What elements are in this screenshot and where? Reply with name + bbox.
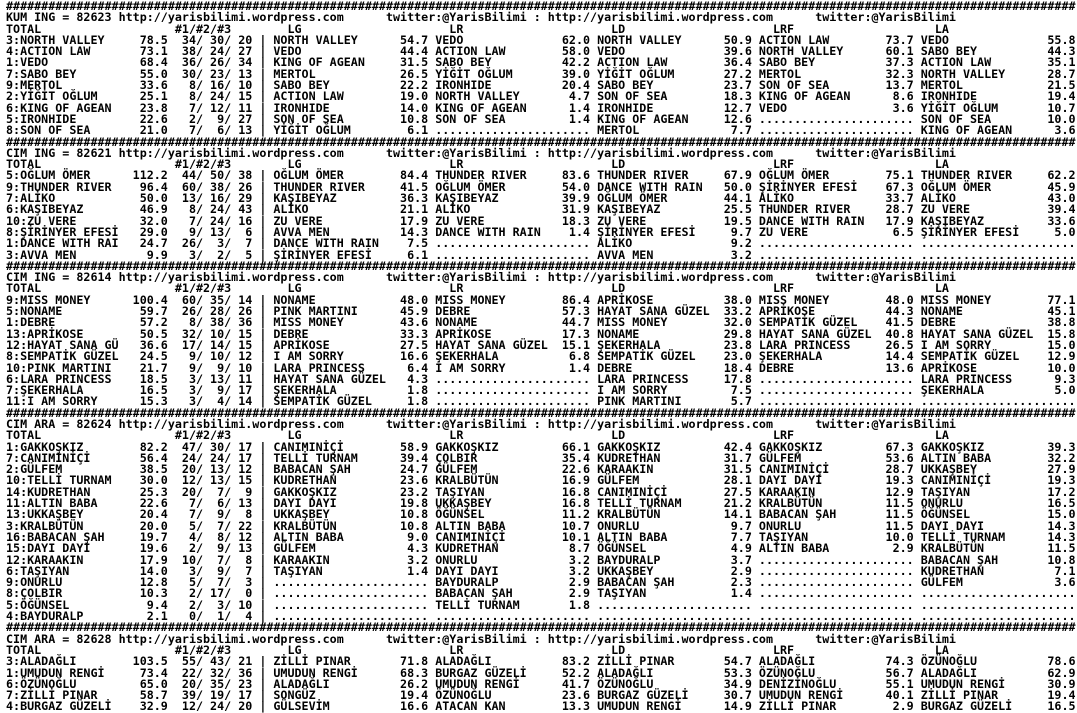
separator-line: ######################################################################################################################################################## (6, 620, 1076, 635)
table-row: 12:KARAAKIN 17.9 10/ 7/ 8 | KARAAKIN 3.2 ONURLU 3.2 BAYDURALP 3.7 ...................... BABACAN ŞAH 10.8 (6, 552, 1076, 567)
section-header: CIM ING = 82614 http://yarisbilimi.wordpress.com twitter:@YarisBilimi : http://yarisbilimi.wordpress.com twitter:@YarisBilimi (6, 270, 956, 285)
table-row: 12:HAYAT SANA GÜ 36.6 17/ 14/ 15 | APRİKOSE 27.5 HAYAT SANA GÜZEL 15.1 ŞEKERHALA 23.8 LARA PRINCESS 26.5 I AM SORRY 15.0 (6, 337, 1076, 352)
table-row: 4:BAYDURALP 2.1 0/ 1/ 4 | ...................... ...................... ...................... ...................... ...................... (6, 609, 1076, 624)
section-header: CIM ARA = 82628 http://yarisbilimi.wordpress.com twitter:@YarisBilimi : http://yarisbilimi.wordpress.com twitter:@YarisBilimi (6, 631, 956, 646)
table-row: 7:SABO BEY 55.0 30/ 23/ 13 | MERTOL 26.5 YİĞİT OĞLUM 39.0 YİĞİT OĞLUM 27.2 MERTOL 32.3 NORTH VALLEY 28.7 (6, 66, 1076, 81)
table-row: 1:DANCE WITH RAI 24.7 26/ 3/ 7 | DANCE WITH RAIN 7.5 ...................... ALİKO 9.2 ...................... ...................... (6, 236, 1076, 251)
table-row: 10:ZU VERE 32.0 7/ 24/ 16 | ZU VERE 17.9 ZU VERE 18.3 ZU VERE 19.5 DANCE WITH RAIN 17.9 KAŞIBEYAZ 33.6 (6, 213, 1076, 228)
table-row: 9:MERTOL 33.6 8/ 16/ 10 | SABO BEY 22.2 IRONHIDE 20.4 SABO BEY 23.7 SON OF SEA 13.7 MERTOL 21.5 (6, 78, 1076, 93)
column-header-row: TOTAL #1/#2/#3 LG LR LD LRF LA (6, 157, 949, 172)
column-header-row: TOTAL #1/#2/#3 LG LR LD LRF LA (6, 21, 949, 36)
table-row: 1:GAKKOŞKIZ 82.2 47/ 30/ 17 | CANIMINİÇİ 58.9 GAKKOŞKIZ 66.1 GAKKOŞKIZ 42.4 GAKKOŞKIZ 67.3 GAKKOŞKIZ 39.3 (6, 439, 1076, 454)
table-row: 5:NONAME 59.7 26/ 28/ 26 | PINK MARTINI 45.9 DEBRE 57.3 HAYAT SANA GÜZEL 33.2 APRİKOSE 44.3 NONAME 45.1 (6, 304, 1076, 319)
race-section (6, 258, 1077, 409)
race-section (6, 405, 1077, 624)
table-row: 9:THUNDER RIVER 96.4 60/ 38/ 26 | THUNDER RIVER 41.5 OĞLUM ÖMER 54.0 DANCE WITH RAIN 50.0 ŞİRİNYER EFESİ 67.3 OĞLUM ÖMER 45.9 (6, 179, 1076, 194)
column-header-row: TOTAL #1/#2/#3 LG LR LD LRF LA (6, 428, 949, 443)
table-row: 2:YİĞİT OĞLUM 25.1 8/ 24/ 15 | ACTION LAW 19.0 NORTH VALLEY 4.7 SON OF SEA 18.3 KING OF AGEAN 8.6 IRONHIDE 19.4 (6, 89, 1076, 104)
table-row: 11:ALTIN BABA 22.6 7/ 6/ 13 | DAYI DAYI 19.8 UKKAŞBEY 16.8 TELLİ TURNAM 21.2 KRALBÜTÜN 11.5 ONURLU 16.5 (6, 496, 1076, 511)
table-row: 6:KAŞIBEYAZ 46.9 8/ 24/ 43 | ALİKO 21.1 ALİKO 31.9 KAŞIBEYAZ 25.5 THUNDER RIVER 28.7 ZU VERE 39.4 (6, 202, 1076, 217)
table-row: 7:ALİKO 50.0 13/ 16/ 29 | KAŞIBEYAZ 36.3 KAŞIBEYAZ 39.9 OĞLUM ÖMER 44.1 ALİKO 33.7 ALİKO 43.0 (6, 191, 1076, 206)
table-row: 14:KUDRETHAN 25.3 20/ 7/ 9 | GAKKOŞKIZ 23.2 TAŞIYAN 16.8 CANIMINİÇİ 27.5 KARAAKIN 12.9 TAŞIYAN 17.2 (6, 484, 1076, 499)
table-row: 4:BURGAZ GÜZELİ 32.9 12/ 24/ 20 | GÜLSEVİM 16.6 ATACAN KAN 13.3 UMUDUN RENGİ 14.9 ZİLLİ PINAR 2.9 BURGAZ GÜZELİ 16.5 (6, 699, 1076, 713)
table-row: 1:VEDO 68.4 36/ 26/ 34 | KING OF AGEAN 31.5 SABO BEY 42.2 ACTION LAW 36.4 SABO BEY 37.3 ACTION LAW 35.1 (6, 55, 1076, 70)
separator-line: ######################################################################################################################################################## (6, 258, 1076, 273)
race-section (6, 622, 1077, 712)
table-row: 4:ACTION LAW 73.1 38/ 24/ 27 | VEDO 44.4 ACTION LAW 58.0 VEDO 39.6 NORTH VALLEY 60.1 SABO BEY 44.3 (6, 44, 1076, 59)
table-row: 8:SEMPATİK GÜZEL 24.5 9/ 10/ 12 | I AM SORRY 16.6 ŞEKERHALA 6.8 SEMPATİK GÜZEL 23.0 ŞEKERHALA 14.4 SEMPATİK GÜZEL 12.9 (6, 349, 1076, 364)
table-row: 9:ONURLU 12.8 5/ 7/ 3 | ...................... BAYDURALP 2.9 BABACAN ŞAH 2.3 ...................... GÜLFEM 3.6 (6, 575, 1076, 590)
table-row: 10:PINK MARTINI 21.7 9/ 9/ 10 | LARA PRINCESS 6.4 İ AM SORRY 1.4 DEBRE 18.4 DEBRE 13.6 APRİKOSE 10.0 (6, 360, 1076, 375)
table-row: 5:IRONHIDE 22.6 2/ 9/ 27 | SON OF SEA 10.8 SON OF SEA 1.4 KING OF AGEAN 12.6 ...................... SON OF SEA 10.0 (6, 111, 1076, 126)
race-section (6, 134, 1077, 262)
table-row: 3:ALADAĞLI 103.5 55/ 43/ 21 | ZİLLİ PINAR 71.8 ALADAĞLI 83.2 ZİLLİ PINAR 54.7 ALADAĞLI 74.3 ÖZÜNOĞLU 78.6 (6, 654, 1076, 669)
table-row: 13:APRİKOSE 50.5 32/ 10/ 15 | DEBRE 33.3 APRİKOSE 17.3 NONAME 29.8 HAYAT SANA GÜZEL 40.8 HAYAT SANA GÜZEL 15.8 (6, 326, 1076, 341)
table-row: 5:OĞLUM ÖMER 112.2 44/ 50/ 38 | OĞLUM ÖMER 84.4 THUNDER RIVER 83.6 THUNDER RIVER 67.9 OĞLUM ÖMER 75.1 THUNDER RIVER 62.2 (6, 168, 1076, 183)
table-row: 10:TELLİ TURNAM 30.0 12/ 13/ 15 | KUDRETHAN 23.6 KRALBÜTÜN 16.9 GÜLFEM 28.1 DAYI DAYI 19.3 CANIMINİÇİ 19.3 (6, 473, 1076, 488)
race-section (6, 1, 1077, 137)
separator-line: ######################################################################################################################################################## (6, 405, 1076, 420)
table-row: 3:NORTH VALLEY 78.5 34/ 30/ 20 | NORTH VALLEY 54.7 VEDO 62.0 NORTH VALLEY 50.9 ACTION LAW 73.7 VEDO 55.8 (6, 32, 1076, 47)
table-row: 7:ZİLLİ PINAR 58.7 39/ 19/ 17 | SONGÜZ 19.4 ÖZÜNOĞLU 23.6 BURGAZ GÜZELİ 30.7 UMUDUN RENGİ 40.1 ZİLLİ PINAR 19.4 (6, 688, 1076, 703)
section-header: KUM ING = 82623 http://yarisbilimi.wordpress.com twitter:@YarisBilimi : http://yarisbilimi.wordpress.com twitter:@YarisBilimi (6, 10, 956, 25)
section-header: CIM ING = 82621 http://yarisbilimi.wordpress.com twitter:@YarisBilimi : http://yarisbilimi.wordpress.com twitter:@YarisBilimi (6, 145, 956, 160)
column-header-row: TOTAL #1/#2/#3 LG LR LD LRF LA (6, 281, 949, 296)
table-row: 7:ŞEKERHALA 16.5 3/ 9/ 17 | ŞEKERHALA 1.8 ...................... I AM SORRY 7.5 ...................... ŞEKERHALA 5.0 (6, 383, 1076, 398)
table-row: 9:MISS MONEY 100.4 60/ 35/ 14 | NONAME 48.0 MISS MONEY 86.4 APRİKOSE 38.0 MISS MONEY 48.0 MISS MONEY 77.1 (6, 292, 1076, 307)
table-row: 11:I AM SORRY 15.3 3/ 4/ 14 | SEMPATİK GÜZEL 1.8 ...................... PINK MARTINI 5.7 ...................... ...................... (6, 394, 1076, 409)
table-row: 16:BABACAN ŞAH 19.7 4/ 8/ 12 | ALTIN BABA 9.0 CANIMINİÇİ 10.1 ALTIN BABA 7.7 TAŞIYAN 10.0 TELLİ TURNAM 14.3 (6, 529, 1076, 544)
separator-line: ######################################################################################################################################################## (6, 0, 1076, 13)
section-header: CIM ARA = 82624 http://yarisbilimi.wordpress.com twitter:@YarisBilimi : http://yarisbilimi.wordpress.com twitter:@YarisBilimi (6, 416, 956, 431)
table-row: 6:TAŞIYAN 14.0 3/ 9/ 7 | TAŞIYAN 1.4 DAYI DAYI 3.2 UKKAŞBEY 2.9 ...................... KUDRETHAN 7.1 (6, 563, 1076, 578)
table-row: 1:DEBRE 57.2 8/ 38/ 36 | MISS MONEY 43.6 NONAME 44.7 MISS MONEY 32.0 SEMPATİK GÜZEL 41.5 DEBRE 38.8 (6, 315, 1076, 330)
table-row: 6:KING OF AGEAN 23.8 7/ 12/ 11 | IRONHIDE 14.0 KING OF AGEAN 1.4 IRONHIDE 12.7 VEDO 3.6 YİĞİT OĞLUM 10.7 (6, 100, 1076, 115)
table-row: 1:UMUDUN RENGİ 73.4 22/ 32/ 36 | UMUDUN RENGİ 68.3 BURGAZ GÜZELİ 52.2 ALADAĞLI 53.3 ÖZÜNOĞLU 56.7 ALADAĞLI 62.9 (6, 665, 1076, 680)
table-row: 7:CANIMINİÇİ 56.4 24/ 24/ 17 | TELLİ TURNAM 39.4 ÇOLBIR 35.4 KUDRETHAN 31.7 GÜLFEM 53.6 ALTIN BABA 32.2 (6, 450, 1076, 465)
table-row: 5:ÖĞÜNSEL 9.4 2/ 3/ 10 | ...................... TELLİ TURNAM 1.8 ...................... ...................... ...................... (6, 597, 1076, 612)
table-row: 8:ŞİRİNYER EFESİ 29.0 9/ 13/ 6 | AVVA MEN 14.3 DANCE WITH RAIN 1.4 ŞİRİNYER EFESİ 9.7 ZU VERE 6.5 ŞİRİNYER EFESİ 5.0 (6, 224, 1076, 239)
separator-line: ######################################################################################################################################################## (6, 134, 1076, 149)
table-row: 3:AVVA MEN 9.9 3/ 2/ 5 | ŞİRİNYER EFESİ 6.1 ...................... AVVA MEN 3.2 ...................... ...................... (6, 247, 1076, 262)
table-row: 8:ÇOLBIR 10.3 2/ 17/ 0 | ...................... BABACAN ŞAH 2.9 TAŞIYAN 1.4 ...................... ...................... (6, 586, 1076, 601)
table-row: 8:SON OF SEA 21.0 7/ 6/ 13 | YİĞİT OĞLUM 6.1 ...................... MERTOL 7.7 ...................... KING OF AGEAN 3.6 (6, 123, 1076, 138)
table-row: 3:KRALBÜTÜN 20.0 5/ 7/ 22 | KRALBÜTÜN 10.8 ALTIN BABA 10.7 ONURLU 9.7 ONURLU 11.5 DAYI DAYI 14.3 (6, 518, 1076, 533)
table-row: 15:DAYI DAYI 19.6 2/ 9/ 13 | GÜLFEM 4.3 KUDRETHAN 8.7 ÖĞÜNSEL 4.9 ALTIN BABA 2.9 KRALBÜTÜN 11.5 (6, 541, 1076, 556)
table-row: 13:UKKAŞBEY 20.4 7/ 9/ 8 | UKKAŞBEY 10.8 ÖĞÜNSEL 11.2 KRALBÜTÜN 14.1 BABACAN ŞAH 11.5 ÖĞÜNSEL 15.0 (6, 507, 1076, 522)
table-row: 6:LARA PRINCESS 18.5 3/ 13/ 11 | HAYAT SANA GÜZEL 4.3 ...................... LARA PRINCESS 17.8 ...................... LARA PRINCESS 9.3 (6, 371, 1076, 386)
table-row: 6:ÖZÜNOĞLU 65.0 20/ 35/ 23 | ALADAĞLI 26.2 UMUDUN RENGİ 41.7 ÖZÜNOĞLU 34.9 DENİZİNOĞLU 55.1 UMUDUN RENGİ 30.9 (6, 676, 1076, 691)
table-row: 2:GÜLFEM 38.5 20/ 13/ 12 | BABACAN ŞAH 24.7 GÜLFEM 22.6 KARAAKIN 31.5 CANIMINİÇİ 28.7 UKKAŞBEY 27.9 (6, 462, 1076, 477)
column-header-row: TOTAL #1/#2/#3 LG LR LD LRF LA (6, 642, 949, 657)
